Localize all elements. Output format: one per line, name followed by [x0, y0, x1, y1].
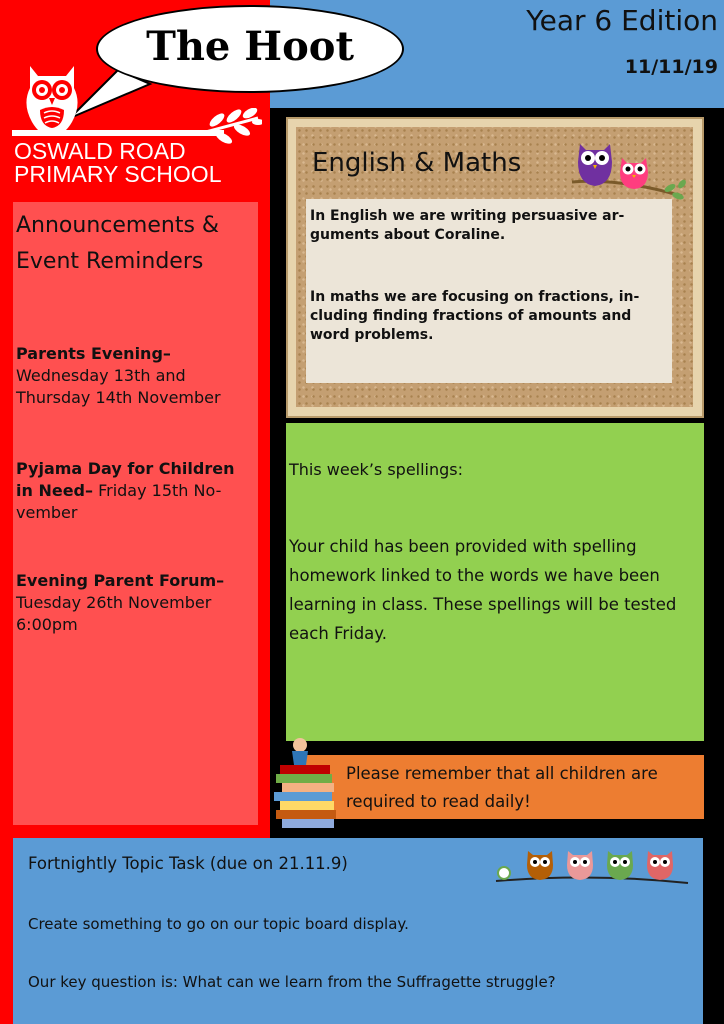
maths-text — [310, 288, 665, 345]
event-name: Evening Parent Forum– — [16, 571, 225, 590]
event-detail: vember — [16, 503, 78, 522]
event-name: Parents Evening– — [16, 344, 171, 363]
english-maths-title: English & Maths — [312, 148, 522, 178]
stack-of-books-icon — [270, 735, 342, 835]
english-line: In English we are writing persuasive ar- — [310, 208, 625, 224]
maths-line: cluding finding fractions of amounts and — [310, 308, 632, 324]
spellings-line: each Friday. — [289, 624, 387, 643]
reading-reminder-text — [346, 760, 701, 816]
spellings-line: homework linked to the words we have been — [289, 566, 660, 585]
reminder-line: required to read daily! — [346, 792, 531, 811]
topic-task-description: Create something to go on our topic board display. — [28, 915, 409, 933]
edition-label: Year 6 Edition — [526, 4, 718, 37]
owls-on-branch-icon — [570, 138, 688, 204]
owl-row-icon — [492, 845, 692, 887]
event-name: in Need– — [16, 481, 93, 500]
english-text — [310, 207, 665, 245]
maths-line: word problems. — [310, 327, 434, 343]
spellings-text — [289, 532, 701, 648]
event-parent-forum — [16, 570, 256, 636]
event-detail: Friday 15th No- — [93, 481, 222, 500]
spellings-line: learning in class. These spellings will be tested — [289, 595, 677, 614]
school-name — [14, 140, 264, 186]
reminder-line: Please remember that all children are — [346, 764, 658, 783]
announcements-title-line1: Announcements & — [16, 213, 220, 238]
event-detail: Thursday 14th November — [16, 388, 221, 407]
event-detail: Tuesday 26th November — [16, 593, 212, 612]
announcements-title-line2: Event Reminders — [16, 249, 204, 274]
topic-task-heading: Fortnightly Topic Task (due on 21.11.9) — [28, 854, 348, 873]
school-name-line2: PRIMARY SCHOOL — [14, 161, 222, 187]
english-line: guments about Coraline. — [310, 227, 506, 243]
topic-key-question: Our key question is: What can we learn from the Suffragette struggle? — [28, 973, 556, 991]
issue-date: 11/11/19 — [624, 56, 718, 78]
event-parents-evening — [16, 343, 256, 409]
spellings-line: Your child has been provided with spelling — [289, 537, 637, 556]
event-name: Pyjama Day for Children — [16, 459, 235, 478]
newsletter-title: The Hoot — [146, 23, 354, 70]
announcements-title — [16, 208, 256, 280]
school-name-line1: OSWALD ROAD — [14, 138, 186, 164]
spellings-heading: This week’s spellings: — [289, 460, 464, 479]
maths-line: In maths we are focusing on fractions, in- — [310, 289, 640, 305]
event-pyjama-day — [16, 458, 256, 524]
event-detail: 6:00pm — [16, 615, 78, 634]
event-detail: Wednesday 13th and — [16, 366, 186, 385]
